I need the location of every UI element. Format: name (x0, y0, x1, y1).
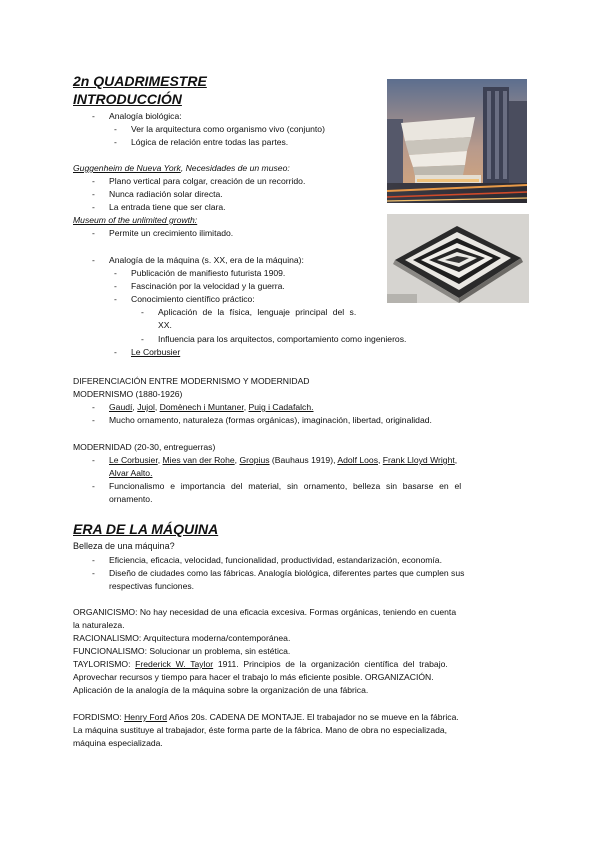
funcionalismo-item-l2: ornamento. (109, 494, 153, 504)
name-gaudi: Gaudí (109, 402, 133, 412)
maquina-item-3: Conocimiento científico práctico: (131, 294, 255, 304)
name-gropius: Gropius (239, 455, 270, 465)
bullet-dash: - (141, 334, 144, 344)
bullet-dash: - (141, 307, 144, 317)
museum-model-illustration (387, 214, 529, 303)
era-heading: ERA DE LA MÁQUINA (73, 521, 219, 537)
funcionalismo-def: FUNCIONALISMO: Solucionar un problema, sin estética. (73, 646, 291, 656)
name-mies: Mies van der Rohe (162, 455, 235, 465)
fordismo-l3: máquina especializada. (73, 738, 163, 748)
bullet-dash: - (92, 455, 95, 465)
modernidad-heading: MODERNIDAD (20-30, entreguerras) (73, 442, 216, 452)
guggenheim-illustration (387, 79, 527, 203)
maquina-item-2: Fascinación por la velocidad y la guerra. (131, 281, 285, 291)
modernismo-names: Gaudí, Jujol, Domènech i Muntaner, Puig i Cadafalch. (109, 402, 314, 412)
funcionalismo-item-l1: Funcionalismo e importancia del material, sin ornamento, belleza sin basarse en el (109, 481, 462, 491)
name-aalto: Alvar Aalto. (109, 468, 153, 478)
bullet-dash: - (114, 268, 117, 278)
era-item-2-l2: respectivas funciones. (109, 581, 195, 591)
modernismo-heading: MODERNISMO (1880-1926) (73, 389, 183, 399)
bullet-dash: - (92, 111, 95, 121)
bullet-dash: - (92, 568, 95, 578)
bullet-dash: - (114, 281, 117, 291)
le-corbusier: Le Corbusier (131, 347, 181, 357)
taylorismo-l3: Aplicación de la analogía de la máquina sobre la organización de una fábrica. (73, 685, 369, 695)
sub-item-1: Aplicación de la física, lenguaje principal del s. (158, 307, 357, 317)
museum-item: Permite un crecimiento ilimitado. (109, 228, 234, 238)
bullet-dash: - (92, 415, 95, 425)
name-wright: Frank Lloyd Wright (382, 455, 455, 465)
title-line1: 2n QUADRIMESTRE (73, 73, 207, 89)
guggenheim-photo (387, 79, 527, 203)
era-item-1: Eficiencia, eficacia, velocidad, funcionalidad, productividad, estandarización, economía. (109, 555, 442, 565)
bullet-dash: - (92, 176, 95, 186)
bullet-dash: - (92, 202, 95, 212)
taylor-name: Frederick W. Taylor (135, 659, 214, 669)
name-loos: Adolf Loos (337, 455, 378, 465)
bullet-dash: - (114, 347, 117, 357)
bullet-dash: - (92, 228, 95, 238)
bullet-dash: - (92, 255, 95, 265)
guggenheim-name: Guggenheim de Nueva York (73, 163, 181, 173)
taylorismo-l2: Aprovechar recursos y tiempo para hacer el trabajo lo más eficiente posible. ORGANIZACIÓN. (73, 672, 434, 682)
bullet-dash: - (114, 124, 117, 134)
bullet-dash: - (92, 555, 95, 565)
organicismo-l1: ORGANICISMO: No hay necesidad de una eficacia excesiva. Formas orgánicas, teniendo en cuenta (73, 607, 457, 617)
bullet-dash: - (92, 402, 95, 412)
guggenheim-rest: , Necesidades de un museo: (180, 163, 290, 173)
name-le-corbusier: Le Corbusier (109, 455, 158, 465)
taylorismo-label: TAYLORISMO: (73, 659, 136, 669)
guggenheim-item-2: Nunca radiación solar directa. (109, 189, 223, 199)
sub-item-1-cont: XX. (158, 320, 172, 330)
guggenheim-item-1: Plano vertical para colgar, creación de un recorrido. (109, 176, 306, 186)
fordismo-rest: Años 20s. CADENA DE MONTAJE. El trabajador no se mueve en la fábrica. (167, 712, 459, 722)
taylorismo-rest: 1911. Principios de la organización científica del trabajo. (213, 659, 448, 669)
analogia-maquina: Analogía de la máquina (s. XX, era de la máquina): (109, 255, 304, 265)
fordismo-label: FORDISMO: (73, 712, 125, 722)
fordismo-l1 (73, 712, 459, 723)
guggenheim-heading (73, 163, 290, 174)
era-item-2-l1: Diseño de ciudades como las fábricas. Analogía biológica, diferentes partes que cumplen sus (109, 568, 465, 578)
diferenciacion-heading: DIFERENCIACIÓN ENTRE MODERNISMO Y MODERNIDAD (73, 376, 310, 386)
bauhaus-note: (Bauhaus 1919), (269, 455, 338, 465)
name-puig: Puig i Cadafalch. (248, 402, 314, 412)
name-jujol: Jujol (137, 402, 155, 412)
title-introduccion: INTRODUCCIÓN (73, 91, 182, 107)
bullet-dash: - (114, 137, 117, 147)
modernidad-names: Le Corbusier, Mies van der Rohe, Gropius (Bauhaus 1919), Adolf Loos, Frank Lloyd Wright, (109, 455, 458, 465)
organicismo-l2: la naturaleza. (73, 620, 125, 630)
bullet-dash: - (92, 481, 95, 491)
bullet-dash: - (92, 189, 95, 199)
bullet-dash: - (114, 294, 117, 304)
museum-model-photo (387, 214, 529, 303)
ford-name: Henry Ford (124, 712, 168, 722)
analogia-item-2: Lógica de relación entre todas las partes. (131, 137, 289, 147)
museum-title: Museum of the unlimited growth: (73, 215, 198, 225)
racionalismo: RACIONALISMO: Arquitectura moderna/contemporánea. (73, 633, 291, 643)
analogia-item-1: Ver la arquitectura como organismo vivo (conjunto) (131, 124, 325, 134)
taylorismo-l1 (73, 659, 448, 670)
name-domenech: Domènech i Muntaner (159, 402, 244, 412)
fordismo-l2: La máquina sustituye al trabajador, éste forma parte de la fábrica. Mano de obra no especializada, (73, 725, 448, 735)
era-question: Belleza de una máquina? (73, 541, 175, 551)
analogia-biologica: Analogía biológica: (109, 111, 182, 121)
maquina-item-1: Publicación de manifiesto futurista 1909. (131, 268, 286, 278)
sub-item-2: Influencia para los arquitectos, comportamiento como ingenieros. (158, 334, 407, 344)
guggenheim-item-3: La entrada tiene que ser clara. (109, 202, 226, 212)
modernismo-item-2: Mucho ornamento, naturaleza (formas orgánicas), imaginación, libertad, originalidad. (109, 415, 432, 425)
